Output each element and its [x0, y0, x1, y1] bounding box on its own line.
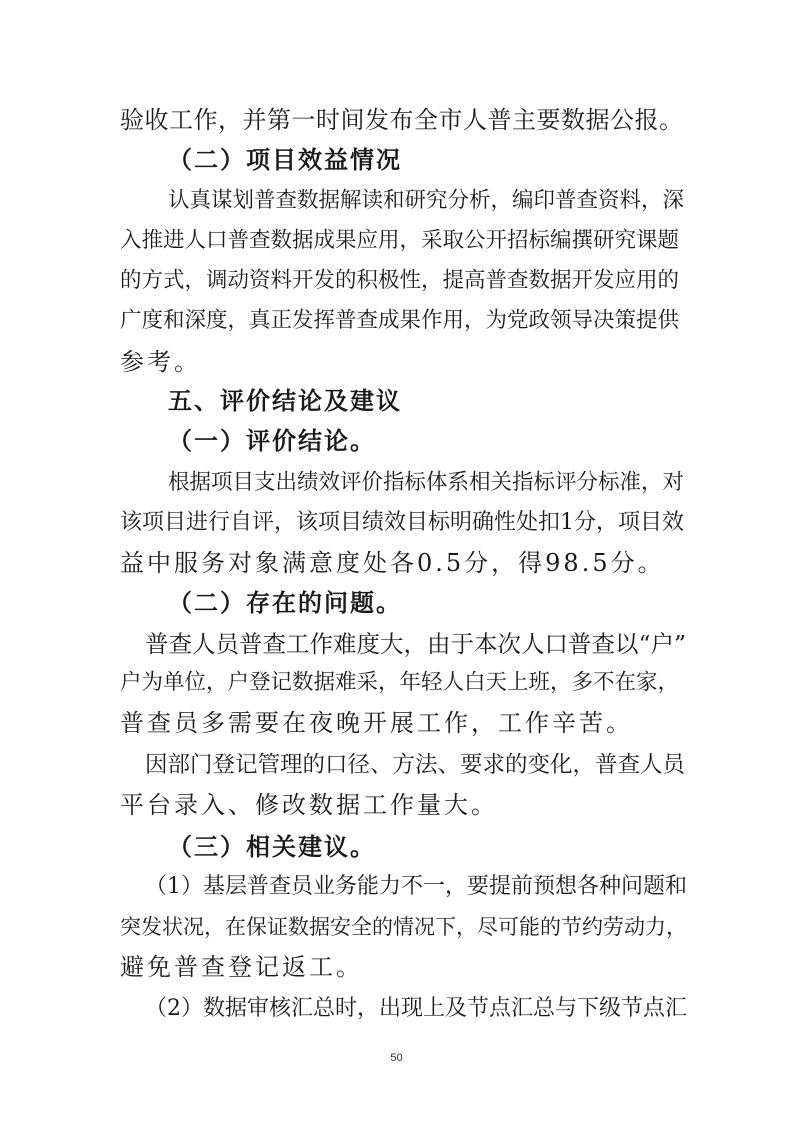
paragraph-line: 突发状况，在保证数据安全的情况下，尽可能的节约劳动力， [120, 915, 687, 939]
paragraph-line: 参考。 [120, 348, 201, 376]
paragraph-line: 验收工作，并第一时间发布全市人普主要数据公报。 [120, 106, 684, 134]
paragraph-line: 根据项目支出绩效评价指标体系相关指标评分标准，对 [168, 470, 685, 495]
paragraph-line: 户为单位，户登记数据难采，年轻人白天上班，多不在家， [120, 670, 680, 695]
paragraph-line: 的方式，调动资料开发的积极性，提高普查数据开发应用的 [120, 268, 680, 293]
section-heading: （二）存在的问题。 [168, 589, 402, 617]
section-heading: （二）项目效益情况 [168, 146, 402, 174]
paragraph-line: 普查人员普查工作难度大，由于本次人口普查以“户” [145, 630, 687, 658]
paragraph-line: 该项目进行自评，该项目绩效目标明确性处扣1分，项目效 [120, 510, 684, 535]
paragraph-line: 避免普查登记返工。 [120, 953, 363, 981]
paragraph-line: 认真谋划普查数据解读和研究分析，编印普查资料，深 [168, 188, 685, 213]
paragraph-line: （2）数据审核汇总时，出现上及节点汇总与下级节点汇 [145, 996, 687, 1021]
section-heading: （三）相关建议。 [168, 833, 376, 861]
paragraph-line: 益中服务对象满意度处各0.5分，得98.5分。 [120, 549, 665, 577]
page-number: 50 [390, 1052, 403, 1064]
paragraph-line: 入推进人口普查数据成果应用，采取公开招标编撰研究课题 [120, 228, 680, 253]
paragraph-line: 普查员多需要在夜晚开展工作，工作辛苦。 [120, 709, 633, 737]
paragraph-line: （1）基层普查员业务能力不一，要提前预想各种问题和 [145, 874, 687, 899]
paragraph-line: 因部门登记管理的口径、方法、要求的变化，普查人员 [145, 752, 686, 778]
paragraph-line: 平台录入、修改数据工作量大。 [120, 791, 498, 819]
paragraph-line: 广度和深度，真正发挥普查成果作用，为党政领导决策提供 [120, 308, 680, 333]
section-heading: （一）评价结论。 [168, 427, 376, 455]
chapter-heading: 五、评价结论及建议 [168, 387, 402, 415]
